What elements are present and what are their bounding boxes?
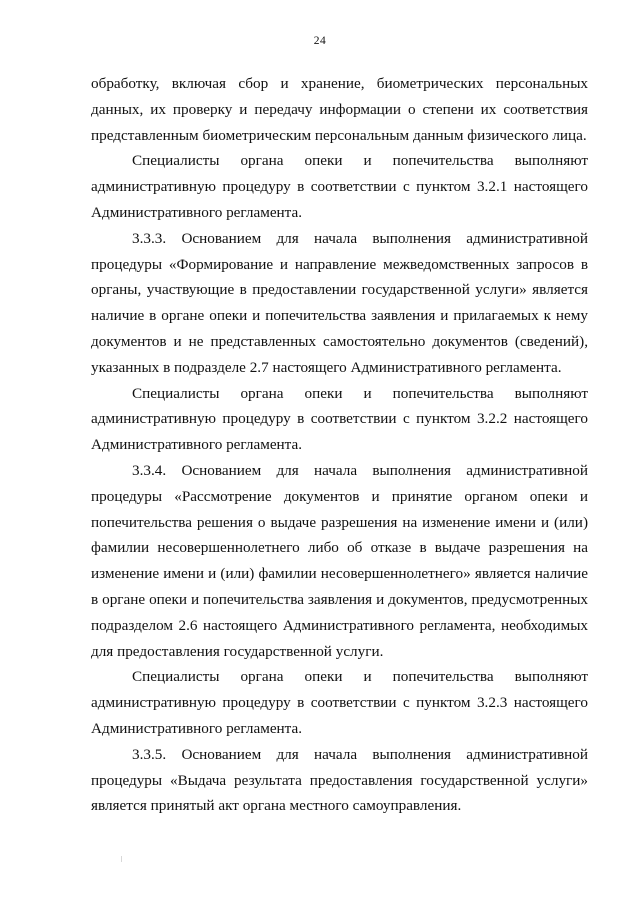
page-number: 24	[313, 35, 327, 47]
paragraph-3-3-3: 3.3.3. Основанием для начала выполнения административной процедуры «Формирование и направление межведомственных запросов в органы, участвующие в предоставлении государственной услуги» является наличие в органе опеки и попечительства заявления и прилагаемых к нему документов и не представленных самостоятельно документов (сведений), указанных в подразделе 2.7 настоящего Административного регламента.	[91, 229, 588, 376]
document-body	[91, 71, 588, 819]
paragraph-3-3-4: 3.3.4. Основанием для начала выполнения административной процедуры «Рассмотрение документов и принятие органом опеки и попечительства решения о выдаче разрешения на изменение имени и (или) фамилии несовершеннолетнего либо об отказе в выдаче разрешения на изменение имени и (или) фамилии несовершеннолетнего» является наличие в органе опеки и попечительства заявления и документов, предусмотренных подразделом 2.6 настоящего Административного регламента, необходимых для предоставления государственной услуги.	[91, 461, 588, 660]
scan-artifact	[121, 856, 122, 862]
paragraph-3-3-5: 3.3.5. Основанием для начала выполнения административной процедуры «Выдача результата предоставления государственной услуги» является принятый акт органа местного самоуправления.	[91, 745, 588, 815]
paragraph-specialists-3-2-3: Специалисты органа опеки и попечительства выполняют административную процедуру в соответствии с пунктом 3.2.3 настоящего Административного регламента.	[91, 668, 588, 737]
paragraph-continuation: обработку, включая сбор и хранение, биометрических персональных данных, их проверку и передачу информации о степени их соответствия представленным биометрическим персональным данным физического лица.	[91, 75, 588, 144]
paragraph-specialists-3-2-1: Специалисты органа опеки и попечительства выполняют административную процедуру в соответствии с пунктом 3.2.1 настоящего Административного регламента.	[91, 152, 588, 221]
paragraph-specialists-3-2-2: Специалисты органа опеки и попечительства выполняют административную процедуру в соответствии с пунктом 3.2.2 настоящего Административного регламента.	[91, 384, 588, 454]
